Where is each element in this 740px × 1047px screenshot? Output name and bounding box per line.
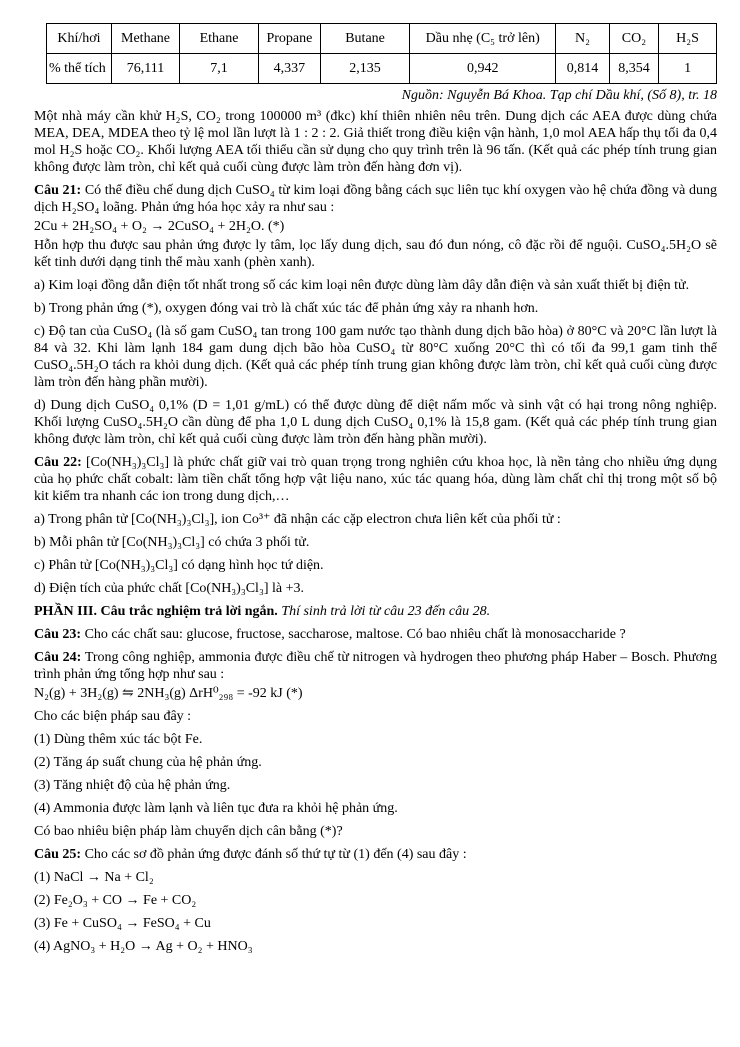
question-text: Cho các sơ đồ phản ứng được đánh số thứ tự từ (1) đến (4) sau đây : [84, 847, 467, 862]
table-header-cell: Butane [320, 24, 409, 54]
table-header-row [47, 24, 717, 54]
question-text: Cho các chất sau: glucose, fructose, saccharose, maltose. Có bao nhiêu chất là monosaccharide ? [84, 627, 626, 642]
q21-statement-d: d) Dung dịch CuSO₄ 0,1% (D = 1,01 g/mL) có thể được dùng để diệt nấm mốc và sinh vật có hại trong nông nghiệp. Khối lượng CuSO₄.5H₂O cần dùng để pha 1,0 L dung dịch CuSO₄ 0,1% là 15,8 gam. (Kết quả các phép tính trung gian không được làm tròn, chỉ kết quả cuối cùng được làm tròn đến hàng phần mười). [34, 398, 717, 447]
table-header-cell: Propane [258, 24, 320, 54]
table-cell: 76,111 [111, 54, 179, 84]
question-label: Câu 24: [34, 650, 82, 665]
table-cell: 0,942 [410, 54, 556, 84]
gas-composition-table [46, 23, 717, 84]
question-label: Câu 22: [34, 455, 82, 470]
question-text: Có thể điều chế dung dịch CuSO₄ từ kim loại đồng bằng cách sục liên tục khí oxygen vào hệ chứa đồng và dung dịch H₂SO₄ loãng. Phản ứng hóa học xảy ra như sau : [34, 183, 717, 215]
document-page [34, 23, 717, 961]
question-label: Câu 23: [34, 627, 82, 642]
list-item: (1) Dùng thêm xúc tác bột Fe. [34, 732, 203, 747]
table-header-cell: Ethane [180, 24, 259, 54]
list-item: (2) Fe₂O₃ + CO → Fe + CO₂ [34, 893, 197, 908]
q22-statement-b: b) Mỗi phân tử [Co(NH₃)₃Cl₃] có chứa 3 phối tử. [34, 535, 310, 550]
table-cell: 2,135 [320, 54, 409, 84]
part-3-heading [34, 603, 717, 620]
q21-statement-b: b) Trong phản ứng (*), oxygen đóng vai trò là chất xúc tác để phản ứng xảy ra nhanh hơn. [34, 301, 539, 316]
q22-statement-a: a) Trong phân tử [Co(NH₃)₃Cl₃], ion Co³⁺ đã nhận các cặp electron chưa liên kết của phối tử : [34, 512, 561, 527]
table-header-cell: N₂ [556, 24, 610, 54]
source-citation: Nguồn: Nguyễn Bá Khoa. Tạp chí Dầu khí, (Số 8), tr. 18 [401, 88, 717, 103]
table-header-cell: Methane [111, 24, 179, 54]
question-23 [34, 626, 717, 643]
question-text: Trong công nghiệp, ammonia được điều chế từ nitrogen và hydrogen theo phương pháp Haber – Bosch. Phương trình phản ứng tổng hợp như sau : [34, 650, 717, 682]
equation-21: 2Cu + 2H₂SO₄ + O₂ → 2CuSO₄ + 2H₂O. (*) [34, 219, 285, 234]
table-cell: 8,354 [609, 54, 658, 84]
q24-question: Có bao nhiêu biện pháp làm chuyển dịch cân bằng (*)? [34, 824, 343, 839]
question-22 [34, 454, 717, 505]
equation-24: N₂(g) + 3H₂(g) ⇋ 2NH₃(g) ΔrH⁰₂₉₈ = -92 kJ (*) [34, 686, 303, 701]
table-row [47, 54, 717, 84]
question-text: [Co(NH₃)₃Cl₃] là phức chất giữ vai trò quan trọng trong nghiên cứu khoa học, là nền tảng cho nhiều ứng dụng của họ phức chất cobalt: làm tiền chất tổng hợp vật liệu nano, xúc tác quang hóa, dùng làm chất chỉ thị trong một số bộ kit kiểm tra nhanh các ion trong dung dịch,… [34, 455, 717, 504]
q21-statement-c: c) Độ tan của CuSO₄ (là số gam CuSO₄ tan trong 100 gam nước tạo thành dung dịch bão hòa) ở 80°C và 20°C lần lượt là 84 và 32. Khi làm lạnh 184 gam dung dịch bão hòa CuSO₄ từ 80°C xuống 20°C thì có tối đa 99,1 gam tinh thể CuSO₄.5H₂O tách ra khỏi dung dịch. (Kết quả các phép tính trung gian không được làm tròn, chỉ kết quả cuối cùng được làm tròn đến hàng phần mười). [34, 324, 717, 390]
list-item: (4) AgNO₃ + H₂O → Ag + O₂ + HNO₃ [34, 939, 253, 954]
q21-statement-a: a) Kim loại đồng dẫn điện tốt nhất trong số các kim loại nên được dùng làm dây dẫn điện và sản xuất thiết bị điện tử. [34, 278, 690, 293]
q22-statement-d: d) Điện tích của phức chất [Co(NH₃)₃Cl₃] là +3. [34, 581, 304, 596]
table-cell: 1 [659, 54, 717, 84]
q24-intro: Cho các biện pháp sau đây : [34, 709, 192, 724]
list-item: (3) Tăng nhiệt độ của hệ phản ứng. [34, 778, 231, 793]
question-25 [34, 846, 717, 863]
question-24 [34, 649, 717, 683]
table-header-cell: Khí/hơi [47, 24, 112, 54]
question-label: Câu 21: [34, 183, 82, 198]
question-21 [34, 182, 717, 216]
table-cell: 0,814 [556, 54, 610, 84]
list-item: (4) Ammonia được làm lạnh và liên tục đưa ra khỏi hệ phản ứng. [34, 801, 398, 816]
part-title: PHẦN III. Câu trắc nghiệm trả lời ngắn. [34, 604, 278, 619]
part-note: Thí sinh trả lời từ câu 23 đến câu 28. [281, 604, 491, 619]
list-item: (2) Tăng áp suất chung của hệ phản ứng. [34, 755, 262, 770]
table-header-cell: H₂S [659, 24, 717, 54]
table-header-cell: CO₂ [609, 24, 658, 54]
list-item: (3) Fe + CuSO₄ → FeSO₄ + Cu [34, 916, 211, 931]
intro-paragraph: Một nhà máy cần khử H₂S, CO₂ trong 100000 m³ (đkc) khí thiên nhiên nêu trên. Dung dịch các AEA được dùng chứa MEA, DEA, MDEA theo tỷ lệ mol lần lượt là 1 : 2 : 2. Giả thiết trong điều kiện vận hành, 1,0 mol AEA hấp thụ tối đa 0,4 mol H₂S hoặc CO₂. Khối lượng AEA tối thiểu cần sử dụng cho quy trình trên là 96 tấn. (Kết quả các phép tính trung gian không được làm tròn, chỉ kết quả cuối cùng được làm tròn đến hàng đơn vị). [34, 109, 717, 175]
list-item: (1) NaCl → Na + Cl₂ [34, 870, 154, 885]
table-cell: 7,1 [180, 54, 259, 84]
table-cell: 4,337 [258, 54, 320, 84]
table-header-cell: Dầu nhẹ (C₅ trở lên) [410, 24, 556, 54]
q21-paragraph: Hỗn hợp thu được sau phản ứng được ly tâm, lọc lấy dung dịch, sau đó đun nóng, cô đặc rồi để nguội. CuSO₄.5H₂O sẽ kết tinh dưới dạng tinh thể màu xanh (phèn xanh). [34, 238, 717, 270]
question-label: Câu 25: [34, 847, 82, 862]
q22-statement-c: c) Phân tử [Co(NH₃)₃Cl₃] có dạng hình học tứ diện. [34, 558, 324, 573]
table-row-label: % thể tích [47, 54, 112, 84]
